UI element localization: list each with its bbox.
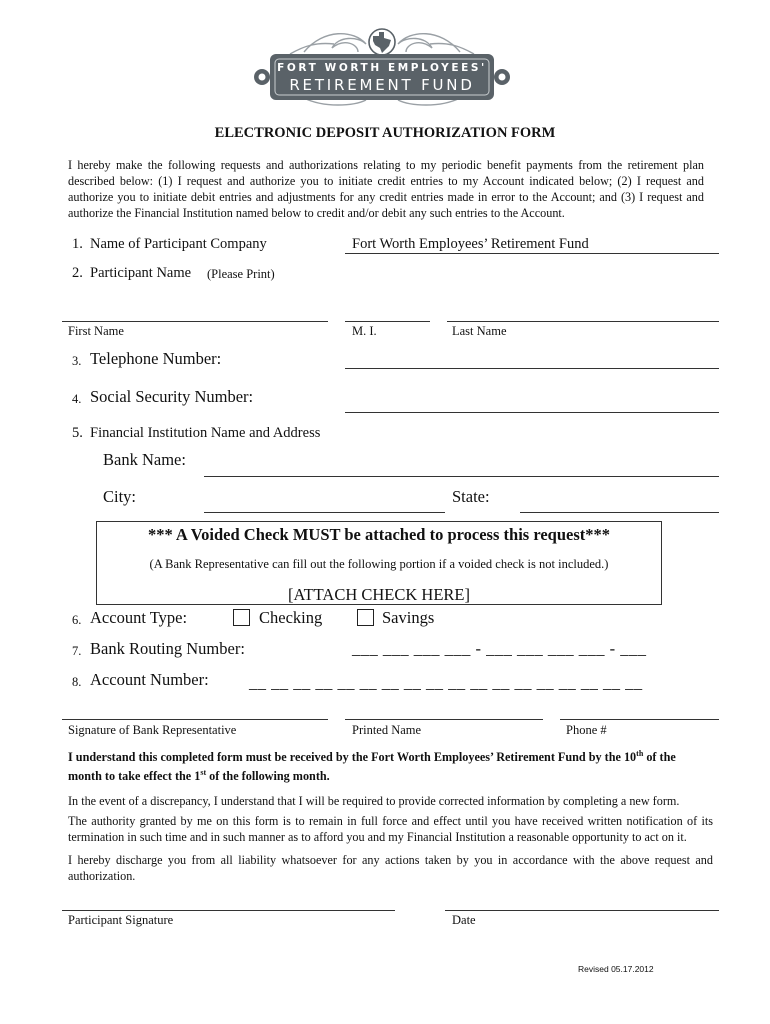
voided-check-note: (A Bank Representative can fill out the following portion if a voided check is not included.)	[149, 557, 609, 571]
date-field[interactable]	[445, 910, 719, 911]
last-name-field[interactable]	[447, 321, 719, 322]
city-label: City:	[103, 487, 137, 506]
notice-sup-th: th	[636, 749, 644, 758]
bank-name-label: Bank Name:	[103, 450, 186, 469]
field-3-number: 3.	[72, 354, 82, 368]
phone-number-field[interactable]	[560, 719, 719, 720]
financial-institution-label: Financial Institution Name and Address	[90, 425, 321, 441]
field-1-number: 1.	[72, 236, 83, 252]
savings-checkbox[interactable]	[357, 609, 374, 626]
field-8-number: 8.	[72, 675, 82, 689]
intro-paragraph: I hereby make the following requests and authorizations relating to my periodic benefit payments from the retirement plan described below: (1) I request and authorize you to initiate credit entries to my Account indicated below; (2) I request and authorize you to initiate debit entries and adjustments for any credit entries made in error to the Account; and (3) I request and authorize the Financial Institution named below to credit and/or debit any such entries to the Account.	[68, 158, 704, 220]
revision-date: Revised 05.17.2012	[578, 964, 654, 974]
authority-paragraph: The authority granted by me on this form is to remain in full force and effect until you have received written notification of its termination in such time and in such manner as to afford you and my Financial Institution a reasonable opportunity to act on it.	[68, 814, 713, 844]
first-name-field[interactable]	[62, 321, 328, 322]
logo-line-2: RETIREMENT FUND	[289, 76, 475, 94]
last-name-label: Last Name	[452, 324, 507, 338]
ssn-label: Social Security Number:	[90, 387, 254, 406]
notice-part-a: I understand this completed form must be received by the Fort Worth Employees’ Retirement Fund by the 10	[68, 750, 637, 765]
field-7-number: 7.	[72, 644, 82, 658]
city-field[interactable]	[204, 512, 445, 513]
participant-name-label: Participant Name	[90, 265, 192, 281]
fwerf-logo	[254, 24, 510, 108]
routing-number-field[interactable]: ___ ___ ___ ___ - ___ ___ ___ ___ - ___	[352, 639, 647, 658]
routing-number-label: Bank Routing Number:	[90, 639, 245, 658]
telephone-field[interactable]	[345, 368, 719, 369]
middle-initial-field[interactable]	[345, 321, 430, 322]
checking-label: Checking	[259, 608, 323, 627]
field-2-number: 2.	[72, 265, 83, 281]
account-type-label: Account Type:	[90, 608, 188, 627]
account-number-field[interactable]: __ __ __ __ __ __ __ __ __ __ __ __ __ __ __ __ __ __	[249, 673, 643, 692]
notice-part-b: of the	[643, 750, 676, 765]
first-name-label: First Name	[68, 324, 124, 338]
bank-rep-signature-label: Signature of Bank Representative	[68, 723, 237, 737]
please-print-hint: (Please Print)	[207, 267, 275, 281]
voided-check-headline: *** A Voided Check MUST be attached to process this request***	[147, 525, 611, 544]
savings-label: Savings	[382, 608, 435, 627]
bank-name-field[interactable]	[204, 476, 719, 477]
printed-name-label: Printed Name	[352, 723, 422, 737]
company-underline	[345, 253, 719, 254]
notice-part-d: of the following month.	[206, 769, 330, 784]
telephone-label: Telephone Number:	[90, 349, 222, 368]
state-label: State:	[452, 487, 490, 506]
discharge-paragraph: I hereby discharge you from all liability whatsoever for any actions taken by you in accordance with the above request and authorization.	[68, 853, 713, 883]
account-number-label: Account Number:	[90, 670, 209, 689]
attach-check-here: [ATTACH CHECK HERE]	[288, 585, 470, 604]
discrepancy-paragraph: In the event of a discrepancy, I understand that I will be required to provide corrected information by completing a new form.	[68, 794, 680, 808]
bank-rep-signature-field[interactable]	[62, 719, 328, 720]
printed-name-field[interactable]	[345, 719, 543, 720]
middle-initial-label: M. I.	[352, 324, 377, 338]
date-label: Date	[452, 913, 476, 927]
field-5-number: 5.	[72, 425, 83, 441]
participant-signature-field[interactable]	[62, 910, 395, 911]
phone-label: Phone #	[566, 723, 607, 737]
checking-checkbox[interactable]	[233, 609, 250, 626]
notice-part-c: month to take effect the 1	[68, 769, 201, 784]
participant-signature-label: Participant Signature	[68, 913, 174, 927]
notice-sup-st: st	[200, 768, 207, 778]
state-field[interactable]	[520, 512, 719, 513]
company-label: Name of Participant Company	[90, 236, 267, 252]
form-title: ELECTRONIC DEPOSIT AUTHORIZATION FORM	[214, 125, 556, 141]
company-value: Fort Worth Employees’ Retirement Fund	[352, 236, 589, 252]
ssn-field[interactable]	[345, 412, 719, 413]
field-4-number: 4.	[72, 392, 82, 406]
logo-line-1: FORT WORTH EMPLOYEES'	[277, 62, 487, 74]
deadline-notice	[68, 746, 719, 784]
field-6-number: 6.	[72, 613, 82, 627]
